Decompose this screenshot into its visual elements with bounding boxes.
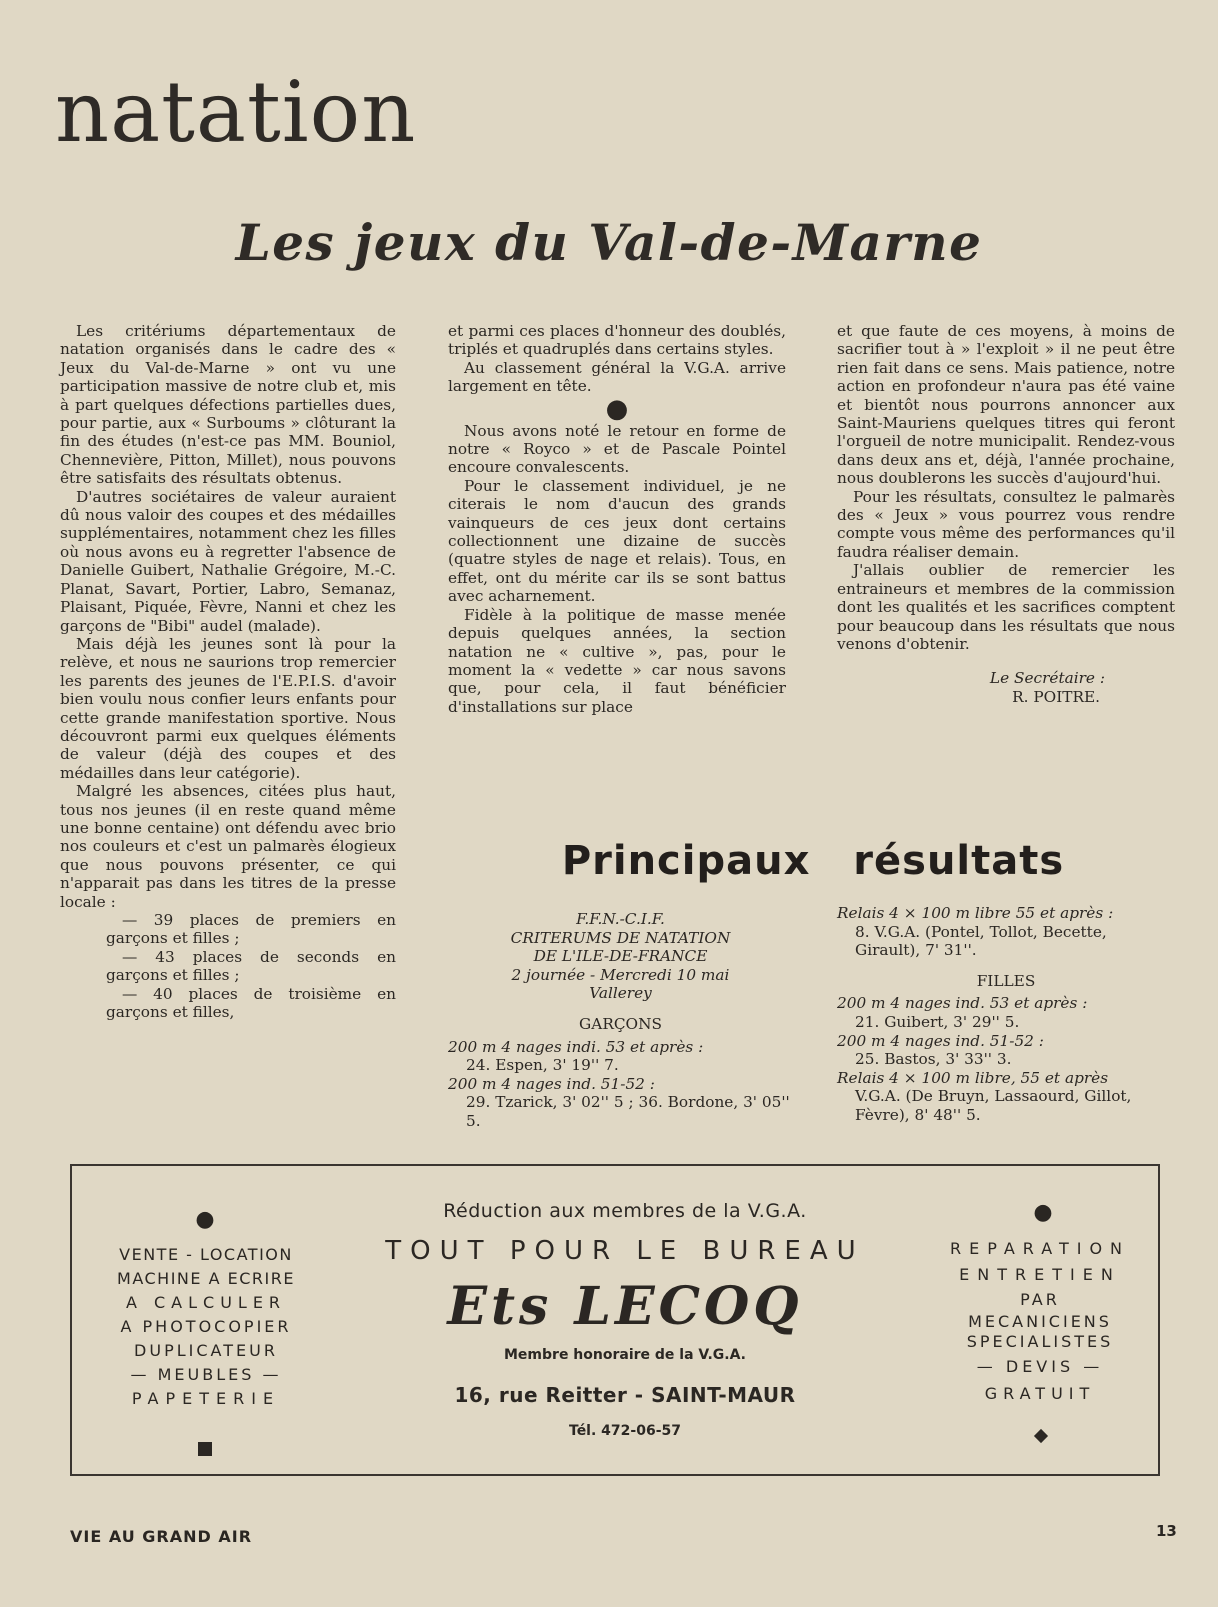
race-title: Relais 4 × 100 m libre, 55 et après [837,1068,1109,1087]
race-result: 29. Tzarick, 3' 02'' 5 ; 36. Bordone, 3' 05'' 5. [466,1093,790,1130]
ad-line: ENTRETIEN [959,1265,1121,1284]
paragraph: et parmi ces places d'honneur des doublés, triplés et quadruplés dans certains styles. [448,322,786,359]
list-item: — 43 places de seconds en garçons et filles ; [106,947,396,985]
results-title: Principaux résultats [561,838,1065,884]
paragraph: Pour le classement individuel, je ne citerais le nom d'aucun des grands vainqueurs de ces jeux dont certains collectionnent une dizaine de succès (quatre styles de nage et relais). Tous, en effet, ont du mérite car ils se sont battus avec acharnement. [448,476,786,606]
ad-line: SPECIALISTES [966,1332,1114,1351]
paragraph: J'allais oublier de remercier les entraineurs et membres de la commission dont les qualités et les sacrifices comptent pour beaucoup dans les résultats que nous venons d'obtenir. [837,561,1175,653]
results-date: 2 journée - Mercredi 10 mai [511,965,730,984]
paragraph: D'autres sociétaires de valeur auraient dû nous valoir des coupes et des médailles supplémentaires, notamment chez les filles où nous avons eu à regretter l'absence de Danielle Guibert, Nathalie Grégoire, M.-C. Planat, Savart, Portier, Labro, Semanaz, Plaisant, Piquée, Fèvre, Nanni et chez les garçons de "Bibi" audel (malade). [60,487,396,635]
ad-line: A PHOTOCOPIER [120,1317,292,1336]
paragraph: Mais déjà les jeunes sont là pour la relève, et nous ne saurions trop remercier les parents des jeunes de l'E.P.I.S. d'avoir bien voulu nous confier leurs enfants pour cette grande manifestation sportive. Nous découvront parmi eux quelques éléments de valeur (déjà des coupes et des médailles dans leur catégorie). [60,634,396,782]
ad-phone: Tél. 472-06-57 [569,1423,681,1439]
girls-heading: FILLES [976,971,1036,990]
article-title: Les jeux du Val-de-Marne [235,213,983,272]
article-column-3 [837,322,1175,706]
article-column-2 [448,322,786,716]
ad-line: PAPETERIE [131,1389,281,1408]
ad-center [350,1200,900,1439]
ad-line: MACHINE A ECRIRE [117,1269,295,1288]
results-place: Vallerey [589,984,652,1003]
ad-line: PAR [1020,1290,1060,1309]
square-icon [198,1442,212,1456]
ad-line: — MEUBLES — [130,1365,282,1384]
ad-line: DUPLICATEUR [134,1341,278,1360]
ad-line: — DEVIS — [976,1357,1104,1376]
race-title: Relais 4 × 100 m libre 55 et après : [837,904,1114,922]
race-title: 200 m 4 nages ind. 51-52 : [448,1074,655,1093]
ad-line: REPARATION [949,1239,1131,1258]
ad-line: GRATUIT [984,1384,1096,1403]
results-org: F.F.N.-C.I.F. [576,910,665,928]
paragraph: Les critériums départementaux de natation organisés dans le cadre des « Jeux du Val-de-Marne » ont vu une participation massive de notre club et, mis à part quelques défections partielles dues, pour partie, aux « Surboums » clôturant la fin des études (n'est-ce pas MM. Bouniol, Chennevière, Pitton, Millet), nous pouvons être satisfaits des résultats obtenus. [60,322,396,488]
ad-left-services [86,1243,326,1411]
signature-name: R. POITRE. [1012,687,1100,706]
ad-line: A CALCULER [125,1293,287,1312]
results-column-2 [837,904,1175,1125]
paragraph: Au classement général la V.G.A. arrive largement en tête. [448,358,786,396]
ad-discount: Réduction aux membres de la V.G.A. [443,1200,807,1222]
signature-role: Le Secrétaire : [989,669,1105,688]
bullet-separator-icon: ● [605,393,629,424]
race-result: V.G.A. (De Bruyn, Lassaourd, Gillot, Fèvre), 8' 48'' 5. [855,1087,1132,1124]
results-event: DE L'ILE-DE-FRANCE [533,947,708,966]
page-number: 13 [1156,1522,1177,1540]
race-result: 8. V.G.A. (Pontel, Tollot, Becette, Girault), 7' 31''. [855,922,1107,960]
ad-line: MECANICIENS [968,1312,1112,1331]
paragraph: Fidèle à la politique de masse menée depuis quelques années, la section natation ne « cultive », pas, pour le moment la « vedette » car nous savons que, pour cela, il faut bénéficier d'installations sur place [448,605,786,716]
list-item: — 39 places de premiers en garçons et filles ; [106,911,396,948]
ad-headline: TOUT POUR LE BUREAU [385,1236,865,1266]
race-result: 25. Bastos, 3' 33'' 3. [855,1050,1012,1069]
results-column-1 [448,910,793,1131]
paragraph: Malgré les absences, citées plus haut, tous nos jeunes (il en reste quand même une bonne centaine) ont défendu avec brio nos couleurs et c'est un palmarès élogieux que nous pouvons présenter, ce qui n'apparait pas dans les titres de la presse locale : [60,782,396,911]
paragraph: Pour les résultats, consultez le palmarès des « Jeux » vous pourrez vous rendre compte vous même des performances qu'il faudra réaliser demain. [837,487,1175,561]
ad-member: Membre honoraire de la V.G.A. [504,1347,746,1363]
bullet-icon: ● [1033,1200,1053,1225]
list-item: — 40 places de troisième en garçons et filles, [106,984,396,1022]
paragraph: et que faute de ces moyens, à moins de sacrifier tout à » l'exploit » il ne peut être rien fait dans ce sens. Mais patience, notre action en profondeur n'aura pas été vaine et bientôt nous pourrons annoncer aux Saint-Mauriens quelques titres qui feront l'orgueil de notre municipalit. Rendez-vous dans deux ans et, déjà, l'année prochaine, nous doublerons les succès d'aujourd'hui. [837,322,1175,488]
ad-right-services [920,1236,1160,1406]
results-event: CRITERUMS DE NATATION [510,928,731,947]
article-column-1 [60,322,396,1021]
race-title: 200 m 4 nages ind. 53 et après : [837,994,1088,1013]
bullet-icon: ● [195,1207,215,1232]
race-result: 21. Guibert, 3' 29'' 5. [855,1012,1020,1031]
ad-line: VENTE - LOCATION [119,1245,293,1264]
boys-heading: GARÇONS [579,1014,662,1033]
ad-address: 16, rue Reitter - SAINT-MAUR [454,1383,796,1407]
race-result: 24. Espen, 3' 19'' 7. [466,1056,619,1075]
paragraph: Nous avons noté le retour en forme de notre « Royco » et de Pascale Pointel encoure convalescents. [448,421,786,477]
race-title: 200 m 4 nages ind. 51-52 : [837,1031,1044,1050]
race-title: 200 m 4 nages indi. 53 et après : [448,1037,704,1056]
magazine-name: VIE AU GRAND AIR [70,1527,253,1546]
section-heading: natation [55,63,417,161]
ad-company: Ets LECOQ [447,1276,803,1337]
